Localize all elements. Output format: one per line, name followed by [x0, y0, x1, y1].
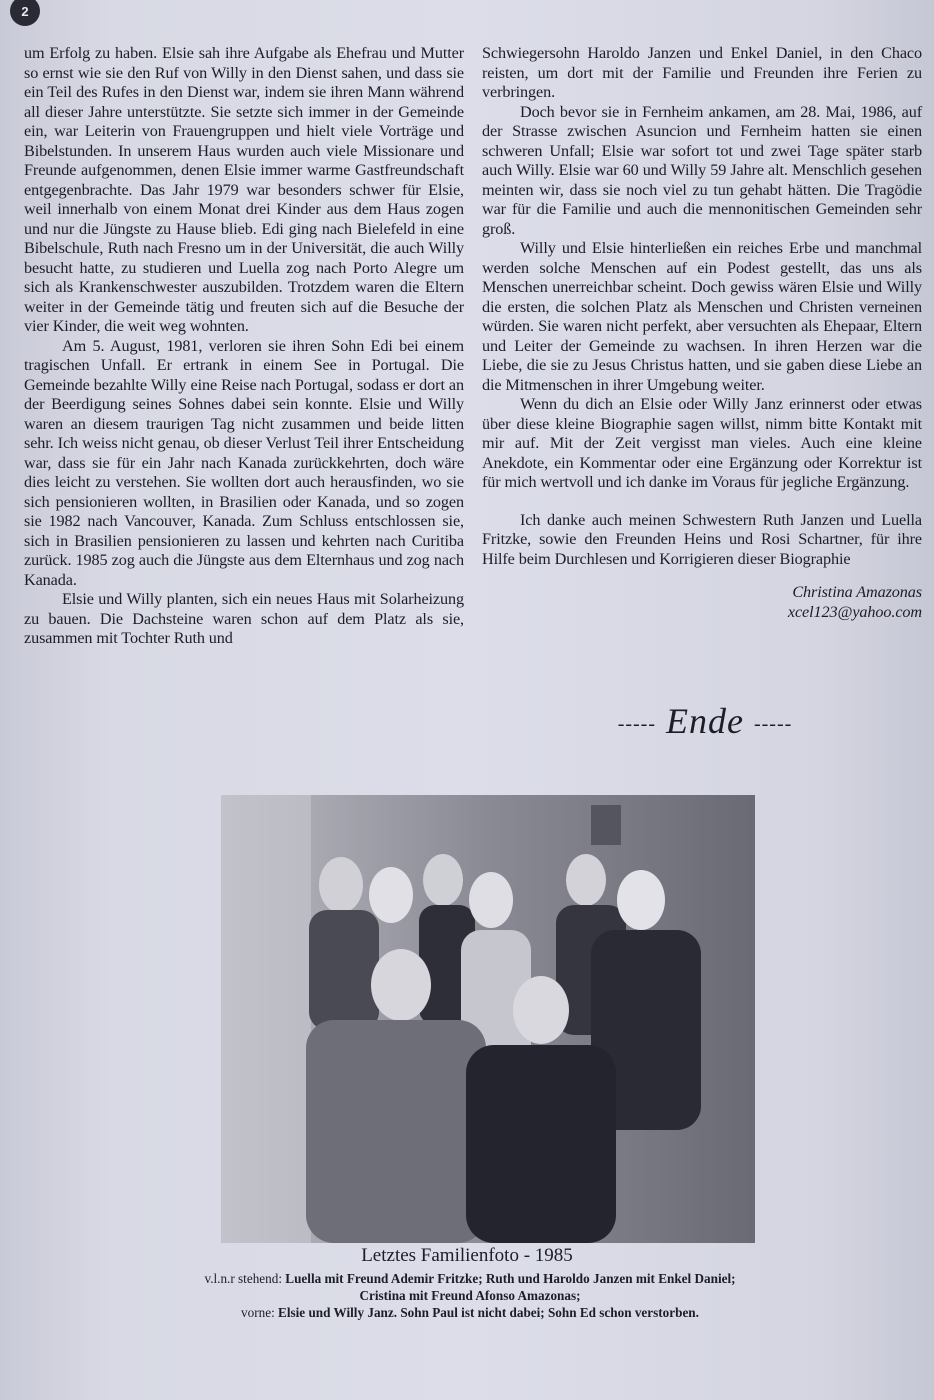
- paragraph: Wenn du dich an Elsie oder Willy Janz erinnerst oder etwas über diese kleine Biographie sagen willst, nimm bitte Kontakt mit mir auf. Mit der Zeit vergisst man vieles. Auch eine kleine Anekdote, ein Kommentar oder eine Ergänzung oder Korrektur ist für mich wertvoll und ich danke im Voraus für jegliche Ergänzung.: [482, 395, 922, 491]
- paragraph: Doch bevor sie in Fernheim ankamen, am 28. Mai, 1986, auf der Strasse zwischen Asuncion und Fernheim hatten sie einen schweren Unfall; Elsie war sofort tot und zwei Tage später starb auch Willy. Elsie war 60 und Willy 59 Jahre alt. Menschlich gesehen meinten wir, dass sie noch viel zu tun gehabt hätten. Die Tragödie war für die Familie und auch die mennonitischen Gemeinden sehr groß.: [482, 102, 922, 238]
- ende-dash-left: -----: [617, 713, 657, 736]
- caption-names-front: Elsie und Willy Janz. Sohn Paul ist nicht dabei; Sohn Ed schon verstorben.: [278, 1305, 699, 1320]
- paragraph: Schwiegersohn Haroldo Janzen und Enkel Daniel, in den Chaco reisten, um dort mit der Familie und Freunden ihre Ferien zu verbringen.: [482, 44, 922, 101]
- ende-mark: [590, 700, 820, 742]
- photo-caption: [190, 1270, 750, 1321]
- paragraph: Am 5. August, 1981, verloren sie ihren Sohn Edi bei einem tragischen Unfall. Er ertrank in einem See in Portugal. Die Gemeinde bezahlte Willy eine Reise nach Portugal, sodass er dort an der Beerdigung seines Sohnes dabei sein konnte. Elsie und Willy waren an diesem traurigen Tag nicht zusammen und beide litten sehr. Ich weiss nicht genau, ob dieser Verlust Teil ihrer Entscheidung war, dass sie für ein Jahr nach Kanada zurückkehrten, doch wäre dies leicht zu verstehen. Sie wollten dort auch herausfinden, wo sie sich pensionieren wollten, in Brasilien oder Kanada, und so zogen sie 1982 nach Vancouver, Kanada. Zum Schluss entschlossen sie, sich in Brasilien pensionieren zu lassen und kehrten nach Curitiba zurück. 1985 zog auch die Jüngste aus dem Elternhaus und zog nach Kanada.: [24, 336, 464, 589]
- caption-prefix: vorne:: [241, 1305, 279, 1320]
- paragraph: Ich danke auch meinen Schwestern Ruth Janzen und Luella Fritzke, sowie den Freunden Heins und Rosi Schartner, für ihre Hilfe beim Durchlesen und Korrigieren dieser Biographie: [482, 510, 922, 568]
- family-photo-image: [221, 795, 755, 1243]
- signature-block: [482, 583, 922, 622]
- caption-prefix: v.l.n.r stehend:: [204, 1271, 286, 1286]
- page-number-badge: 2: [10, 0, 40, 26]
- photo-caption-title: Letztes Familienfoto - 1985: [361, 1245, 573, 1266]
- caption-names-standing: Luella mit Freund Ademir Fritzke; Ruth und Haroldo Janzen mit Enkel Daniel; Cristina mit Freund Afonso Amazonas;: [285, 1271, 736, 1303]
- paragraph: Elsie und Willy planten, sich ein neues Haus mit Solarheizung zu bauen. Die Dachsteine waren schon auf dem Platz als sie, zusammen mit Tochter Ruth und: [24, 590, 464, 647]
- signature-name: Christina Amazonas: [792, 583, 922, 601]
- signature-email: xcel123@yahoo.com: [787, 602, 922, 621]
- right-text-column: [482, 44, 922, 622]
- paragraph: um Erfolg zu haben. Elsie sah ihre Aufgabe als Ehefrau und Mutter so ernst wie sie den Ruf von Willy in den Dienst sahen, und dass sie ein Teil des Rufes in den Dienst war, indem sie ihren Mann während all dieser Jahre unterstützte. Sie setzte sich immer in der Gemeinde ein, war Leiterin von Frauengruppen und hielt viele Vorträge und Bibelstunden. In unserem Haus wurden auch viele Missionare und Freunde aufgenommen, denen Elsie immer warme Gastfreundschaft entgegenbrachte. Das Jahr 1979 war besonders schwer für Elsie, weil innerhalb von einem Monat drei Kinder aus dem Haus zogen und nur die Jüngste zu Hause blieb. Edi ging nach Bielefeld in eine Bibelschule, Ruth nach Fresno um in der Universität, die auch Willy besucht hatte, zu studieren und Luella zog nach Porto Alegre um sich als Krankenschwester auszubilden. Trotzdem waren die Eltern weiter in der Gemeinde tätig und freuten sich auf die Besuche der vier Kinder, die weit weg wohnten.: [24, 44, 464, 335]
- ende-word: Ende: [666, 701, 744, 741]
- ende-dash-right: -----: [753, 713, 793, 736]
- paragraph: Willy und Elsie hinterließen ein reiches Erbe und manchmal werden solche Menschen auf ein Podest gestellt, das uns als Menschen unerreichbar scheint. Doch gewiss wären Elsie und Willy die ersten, die solchen Platz als Menschen und Christen verneinen würden. Sie waren nicht perfekt, aber versuchten als Ehepaar, Eltern und Leiter der Gemeinde zu wachsen. In ihren Herzen war die Liebe, die sie zu Jesus Christus hatten, und sie gaben diese Liebe an die Mitmenschen in ihrer Umgebung weiter.: [482, 239, 922, 394]
- family-photo: [221, 795, 755, 1243]
- left-text-column: [24, 44, 464, 649]
